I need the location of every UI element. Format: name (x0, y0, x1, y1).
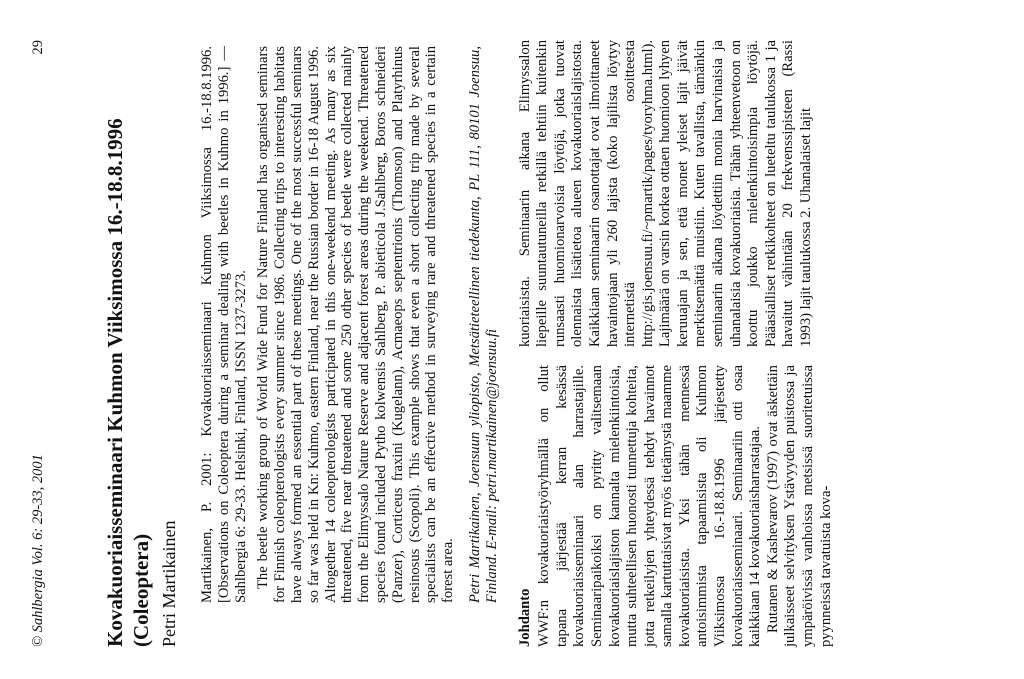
column-right (517, 40, 836, 347)
abstract-citation: Martikainen, P. 2001: Kovakuoriaisseminaari Kuhmon Viiksimossa 16.-18.8.1996. [Observations on Coleoptera during a seminar dealing with beetles in Kuhmo in 1996.] — Sahlbergia 6: 29-33. Helsinki, Finland, ISSN 1237-3273. (199, 46, 249, 603)
body-columns (517, 40, 836, 647)
running-head (30, 40, 54, 647)
intro-paragraph-1: WWF:n kovakuoriaistyöryhmällä on ollut tapana järjestää kerran kesässä kovakuoriaisseminaari alan harrastajille. Seminaaripaikoiksi on pyritty valitsemaan kovakuoriaislajiston kannalta mielenkiintoisia, mutta suhteellisen huonosti tunnettuja kohteita, jotta retkeilyjen yhteydessä tehdyt havainnot samalla kartuttaisivat myös tietämystä maamme kovakuoriaisista. Yksi tähän mennessä antoisimmista tapaamisista oli Kuhmon Viiksimossa 16.-18.8.1996 järjestetty kovakuoriaisseminaari. Seminaariin otti osaa kaikkiaan 14 kovakuoriaisharrastajaa. (536, 365, 764, 647)
page-number: 29 (30, 40, 46, 55)
author-address: Petri Martikainen, Joensuun yliopisto, Metsätieteellinen tiedekunta, PL 111, 80101 Joensuu, Finland. E-mail: petri.martikainen@joensuu.fi (466, 46, 500, 603)
article-author: Petri Martikainen (159, 520, 179, 647)
journal-citation: © Sahlbergia Vol. 6: 29-33, 2001 (30, 454, 46, 647)
intro-paragraph-continued: kuoriaisista. Seminaarin aikana Elimyssalon liepeille suuntautuneilla retkillä tehtiin kuitenkin runsaasti huomionarvoisia löytöjä, jotka tuovat olennaista lisätietoa alueen kovakuoriaislajistosta. Kaikkiaan seminaarin osanottajat ovat ilmoittaneet havaintojaan yli 260 lajista (koko lajilista löytyy internetistä osoitteesta http://gis.joensuu.fi/~pmartik/pages/tyoryhma.html). Lajimäärä on varsin korkea ottaen huomioon lyhyen keruuajan ja sen, että monet yleiset lajit jäivät merkitsemättä muistiin. Kuten tavallista, tämänkin seminaarin aikana löydettiin monia harvinaisia ja uhanalaisia kovakuoriaisia. Tähän yhteenvetoon on koottu joukko mielenkiintoisimpia löytöjä. Pääasialliset retkikohteet on lueteltu taulukossa 1 ja havaitut vähintään 20 frekvenssipisteen (Rassi 1993) lajit taulukossa 2. Uhanalaiset lajit (516, 39, 815, 348)
article-title: Kovakuoriaisseminaari Kuhmon Viiksimossa 16.-18.8.1996 (Coleoptera) (103, 118, 153, 647)
column-left (517, 365, 836, 647)
section-heading: Johdanto (516, 588, 533, 647)
intro-paragraph-2: Rutanen & Kashevarov (1997) ovat äskettäin julkaisseet selvityksen Ystävyyden puistossa ja ympäröivissä vanhoissa metsissä suoritetuissa pyynneissä tavatuista kova- (764, 365, 834, 647)
abstract (199, 46, 501, 603)
abstract-body: The beetle working group of World Wide Fund for Nature Finland has organised seminars for Finnish coleopterologists every summer since 1986. Collecting trips to interesting habitats have always formed an essential part of these meetings. One of the most successful seminars so far was held in Kn: Kuhmo, eastern Finland, near the Russian border in 16-18 August 1996. Altogether 14 coleopterologists participated in this one-weekend meeting. As many as six threatened, five near threatened and some 250 other species of beetle were collected mainly from the Elimyssalo Nature Reserve and adjacent forest areas during the weekend. Threatened species found included Pytho kolwensis Sahlberg, P. abieticola J.Sahlberg, Boros schneideri (Panzer), Corticeus fraxini (Kugelann), Acmaeops septentrionis (Thomson) and Platyrhinus resinosus (Scopoli). This example shows that even a short collecting trip made by several specialists can be an effective method in surveying rare and threatened species in a certain forest area. (255, 46, 457, 603)
